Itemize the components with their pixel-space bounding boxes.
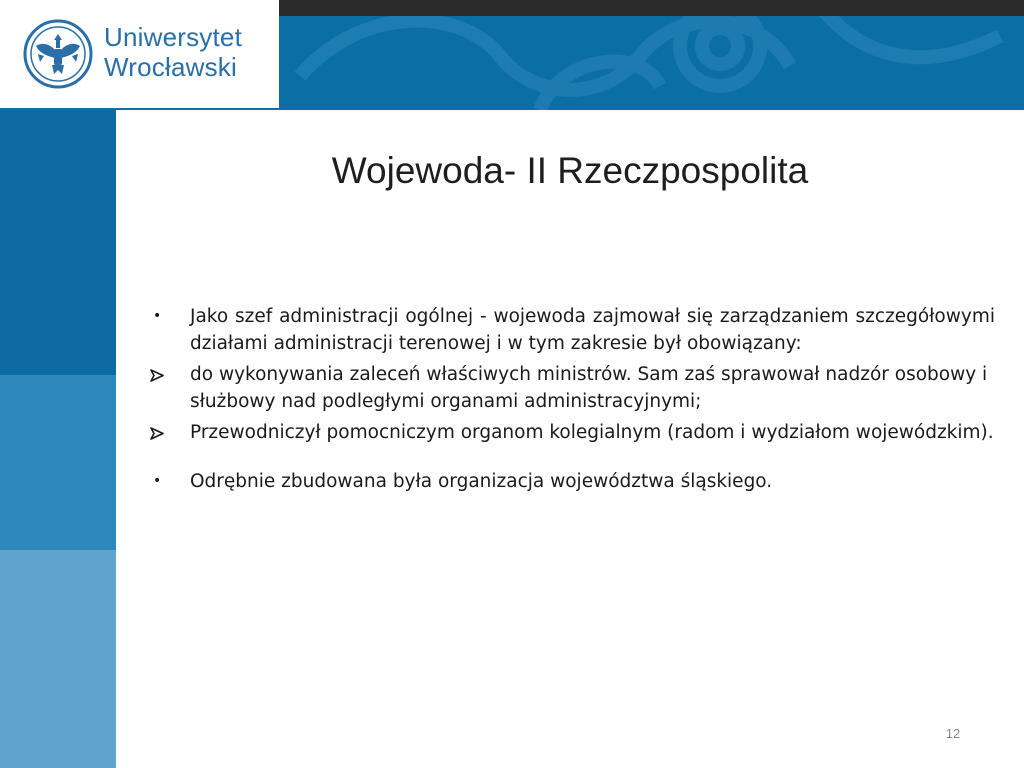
sidebar-block-mid — [0, 375, 116, 550]
page-number: 12 — [945, 726, 961, 741]
slide-content — [150, 303, 995, 495]
logo-wordmark — [104, 22, 242, 82]
list-item-text: Jako szef administracji ogólnej - wojewoda zajmował się zarządzaniem szczegółowymi działami administracji terenowej i w tym zakresie był obowiązany: — [190, 306, 995, 354]
left-sidebar — [0, 110, 116, 768]
university-logo — [0, 0, 279, 108]
list-item — [150, 419, 995, 446]
eagle-emblem-icon — [22, 18, 94, 90]
sidebar-block-dark — [0, 110, 116, 375]
bullet-icon: • — [153, 473, 162, 489]
logo-line-2: Wrocławski — [104, 52, 237, 82]
list-item — [150, 468, 995, 495]
arrow-bullet-icon — [150, 361, 170, 390]
bullet-icon: • — [153, 308, 162, 324]
list-item-text: Odrębnie zbudowana była organizacja województwa śląskiego. — [190, 471, 773, 492]
list-item — [150, 303, 995, 357]
arrow-bullet-icon — [150, 419, 170, 448]
list-item-text: Przewodniczył pomocniczym organom kolegialnym (radom i wydziałom wojewódzkim). — [190, 422, 994, 443]
logo-line-1: Uniwersytet — [104, 22, 243, 52]
slide-title: Wojewoda- II Rzeczpospolita — [331, 150, 809, 191]
list-item-text: do wykonywania zaleceń właściwych ministrów. Sam zaś sprawował nadzór osobowy i służbowy nad podległymi organami administracyjnymi; — [190, 364, 988, 412]
list-item — [150, 361, 995, 415]
sidebar-block-light — [0, 550, 116, 768]
